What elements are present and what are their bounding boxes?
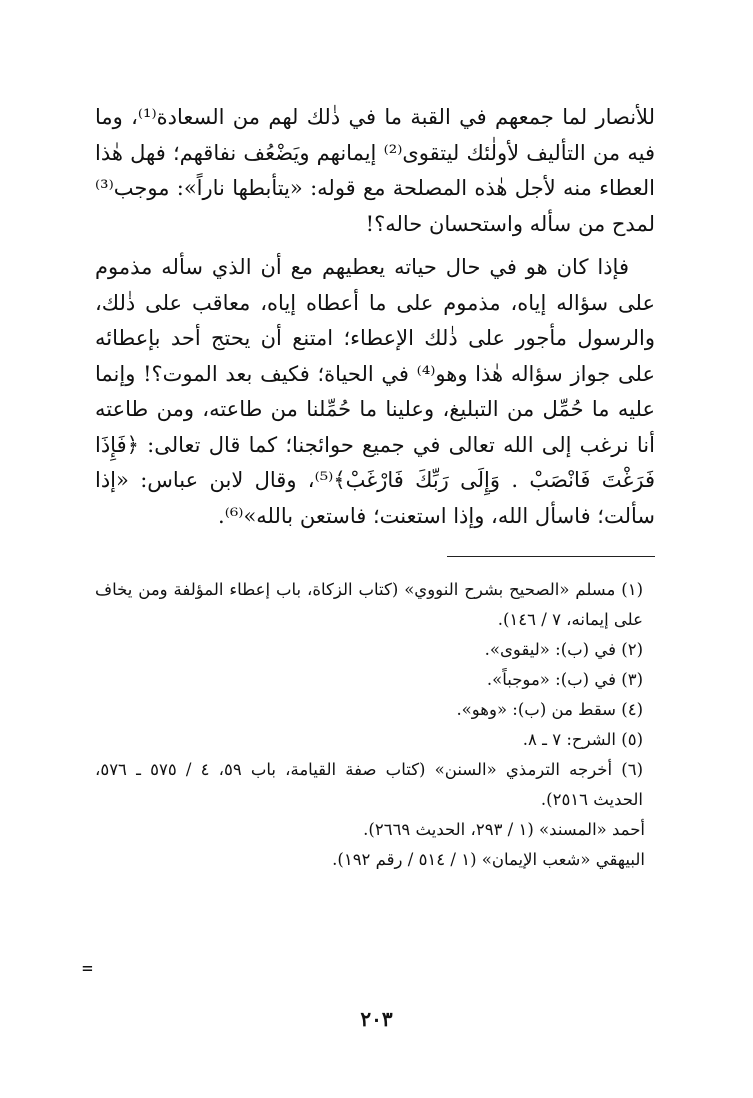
footnote-3: (٣) في (ب): «موجباً». — [486, 670, 643, 689]
footnote-6-continuation-1: أحمد «المسند» (١ / ٢٩٣، الحديث ٢٦٦٩). — [363, 820, 645, 839]
footnote-separator — [447, 556, 655, 557]
body-paragraph-1: للأنصار لما جمعهم في القبة ما في ذٰلك لهم من السعادة⁽¹⁾، وما فيه من التأليف لأولٰئك ليتقوى⁽²⁾ إيمانهم ويَضْعُف نفاقهم؛ فهل هٰذا العطاء منه لأجل هٰذه المصلحة مع قوله: «يتأبطها ناراً»: موجب⁽³⁾ لمدح من سأله واستحسان حاله؟! — [95, 105, 656, 236]
footnote-6: (٦) أخرجه الترمذي «السنن» (كتاب صفة القيامة، باب ٥٩، ٤ / ٥٧٥ ـ ٥٧٦، الحديث ٢٥١٦). — [95, 760, 643, 809]
page-number: ٢٠٣ — [360, 1007, 393, 1031]
footnote-5: (٥) الشرح: ٧ ـ ٨. — [522, 730, 643, 749]
footnotes — [95, 575, 655, 875]
footnote-6-continuation-2: البيهقي «شعب الإيمان» (١ / ٥١٤ / رقم ١٩٢). — [332, 850, 645, 869]
page-content — [95, 100, 655, 875]
margin-mark: = — [82, 958, 93, 979]
footnote-2: (٢) في (ب): «ليقوى». — [484, 640, 643, 659]
footnote-1: (١) مسلم «الصحيح بشرح النووي» (كتاب الزكاة، باب إعطاء المؤلفة ومن يخاف على إيمانه، ٧ / ١٤٦). — [95, 580, 643, 629]
footnote-4: (٤) سقط من (ب): «وهو». — [456, 700, 643, 719]
body-paragraph-2: فإذا كان هو في حال حياته يعطيهم مع أن الذي سأله مذموم على سؤاله إياه، مذموم على ما أعطاه إياه، معاقب على ذٰلك، والرسول مأجور على ذٰلك الإعطاء؛ امتنع أن يحتج أحد بإعطائه على جواز سؤاله هٰذا وهو⁽⁴⁾ في الحياة؛ فكيف بعد الموت؟! وإنما عليه ما حُمِّل من التبليغ، وعلينا ما حُمِّلنا من طاعته، ومن طاعته أنا نرغب إلى الله تعالى في جميع حوائجنا؛ كما قال تعالى: ﴿فَإِذَا فَرَغْتَ فَانْصَبْ . وَإِلَى رَبِّكَ فَارْغَبْ﴾⁽⁵⁾، وقال لابن عباس: «إذا سألت؛ فاسأل الله، وإذا استعنت؛ فاستعن بالله»⁽⁶⁾. — [95, 255, 656, 528]
